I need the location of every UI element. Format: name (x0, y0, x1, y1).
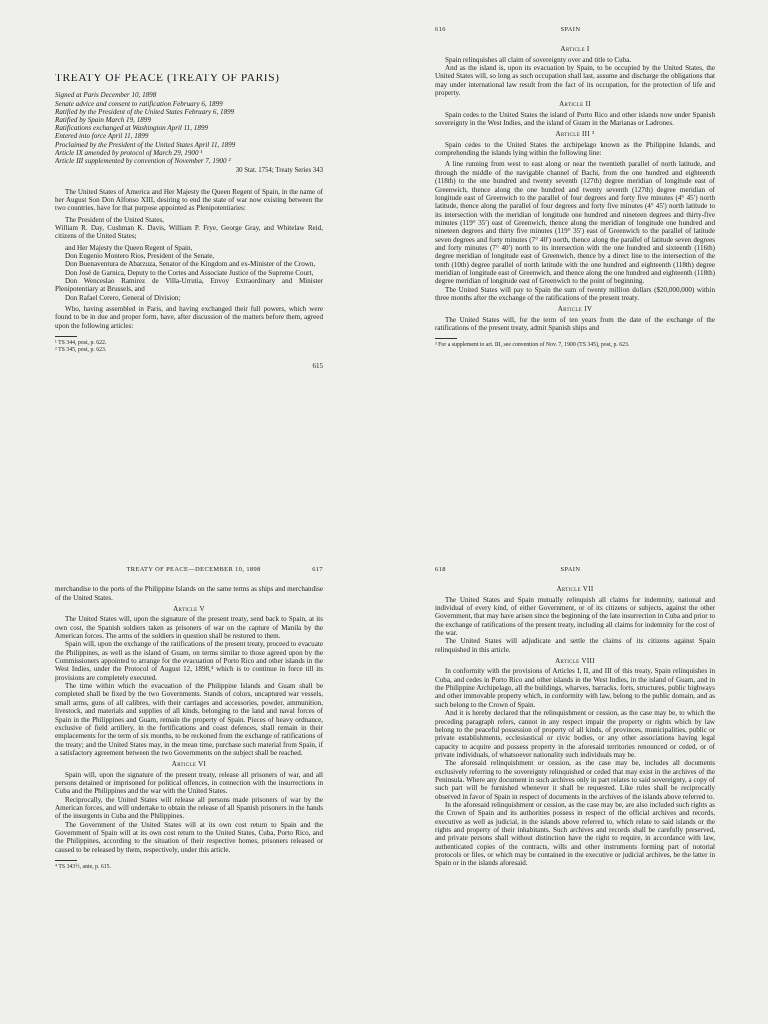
article-text: In the aforesaid relinquishment or cession, as the case may be, are also included such rights as the Crown of Spain and its authorities possess in respect of the official archives and records, executive as well as judicial, in the islands above referred to, which relate to said islands or the rights and property of their inhabitants. Such archives and records shall be carefully preserved, and private persons shall without distinction have the right to require, in accordance with law, authenticated copies of the contracts, wills and other instruments forming part of notorial protocols or files, or which may be contained in the executive or judicial archives, be the latter in Spain or in the islands aforesaid. (435, 800, 715, 868)
page-number: 615 (312, 362, 323, 371)
running-head: SPAIN (560, 26, 581, 33)
article-text: A line running from west to east along or near the twentieth parallel of north latitude, and through the middle of the navigable channel of Bachi, from the one hundred and eighteenth (118th) to the one hundred and twenty seventh (127th) degree meridian of longitude east of Greenwich, thence along the one hundred and twenty seventh (127th) degree meridian of longitude east of Greenwich to the parallel of four degrees and forty five minutes (4° 45′) north latitude, thence along the parallel of four degrees and forty five minutes (4° 45′) north latitude to its intersection with the meridian of longitude one hundred and nineteen degrees and thirty-five minutes (119° 35′) east of Greenwich, thence along the meridian of longitude one hundred and nineteen degrees and thirty five minutes (119° 35′) east of Greenwich to the parallel of latitude seven degrees and forty minutes (7° 40′) north, thence along the parallel of latitude seven degrees and forty minutes (7° 40′) north to its intersection with the one hundred and sixteenth (116th) degree meridian of longitude east of Greenwich, thence by a direct line to the intersection of the tenth (10th) degree parallel of north latitude with the one hundred and eighteenth (118th) degree meridian of longitude east of Greenwich, and thence along the one hundred and eighteenth (118th) degree meridian of longitude east of Greenwich to the point of beginning. (435, 160, 715, 286)
footnote: ² TS 345, post, p. 623. (55, 347, 107, 354)
us-plenipotentiaries: William R. Day, Cushman K. Davis, William P. Frye, George Gray, and Whitelaw Reid, citizens of the United States; (55, 223, 323, 241)
page-618 (435, 566, 715, 1016)
article-heading: Article I (560, 45, 590, 54)
footnote: ⁴ TS 343½, ante, p. 615. (55, 864, 112, 870)
page-number: 616 (435, 26, 446, 33)
article-text: The time within which the evacuation of the Philippine Islands and Guam shall be completed shall be fixed by the two Governments. Stands of colors, uncaptured war vessels, small arms, guns of all calibres, with their carriages and accessories, powder, ammunition, livestock, and materials and supplies of all kinds, belonging to the land and naval forces of Spain in the Philippines and Guam, remain the property of Spain. Pieces of heavy ordnance, exclusive of field artillery, in the fortifications and coast defences, shall remain in their emplacements for the term of six months, to be reckoned from the exchange of ratifications of the treaty; and the United States may, in the mean time, purchase such material from Spain, if a satisfactory agreement between the two Governments on the subject shall be reached. (55, 682, 323, 757)
history-line: Ratified by Spain March 19, 1899 (55, 115, 151, 124)
history-line: Senate advice and consent to ratification February 6, 1899 (55, 99, 223, 108)
running-header (55, 566, 323, 574)
article-text: Spain relinquishes all claim of sovereignty over and title to Cuba. (445, 55, 632, 64)
article-text: Spain cedes to the United States the island of Porto Rico and other islands now under Spanish sovereignty in the West Indies, and the island of Guam in the Marianas or Ladrones. (435, 110, 715, 128)
spain-plenipotentiary: Don Buenaventura de Abarzuza, Senator of the Kingdom and ex-Minister of the Crown, (65, 260, 316, 269)
running-head: SPAIN (560, 566, 581, 573)
page-616 (435, 26, 715, 456)
history-line: Article IX amended by protocol of March 29, 1900 ¹ (55, 148, 203, 157)
footnote-rule (435, 338, 457, 339)
history-line: Ratified by the President of the United States February 6, 1899 (55, 107, 235, 116)
running-head: TREATY OF PEACE—DECEMBER 10, 1898 (126, 566, 261, 573)
history-line: Signed at Paris December 10, 1898 (55, 91, 157, 100)
spain-plenipotentiary: Don Eugenio Montero Rios, President of the Senate, (65, 251, 215, 260)
article-text: The United States will, upon the signature of the present treaty, send back to Spain, at its own cost, the Spanish soldiers taken as prisoners of war on the capture of Manila by the American forces. The arms of the soldiers in question shall be restored to them. (55, 615, 323, 641)
footnote-rule (55, 336, 77, 337)
footnote-rule (55, 860, 77, 861)
page-title: TREATY OF PEACE (TREATY OF PARIS) (55, 74, 280, 84)
footnote: ³ For a supplement to art. III, see convention of Nov. 7, 1900 (TS 345), post, p. 623. (435, 342, 630, 349)
article-text: And it is hereby declared that the relinquishment or cession, as the case may be, to which the preceding paragraph refers, cannot in any respect impair the property or rights which by law belong to the peaceful possession of property of all kinds, of provinces, municipalities, public or private establishments, ecclesiastical or civic bodies, or any other associations having legal capacity to acquire and possess property in the aforesaid territories renounced or ceded, or of private individuals, of whatsoever nationality such individuals may be. (435, 709, 715, 759)
article-heading: Article VII (556, 585, 594, 594)
article-heading: Article VIII (555, 657, 595, 666)
page-number: 617 (312, 566, 323, 573)
article-text: In conformity with the provisions of Articles I, II, and III of this treaty, Spain relinquishes in Cuba, and cedes in Porto Rico and other islands in the West Indies, in the island of Guam, and in the Philippine Archipelago, all the buildings, wharves, barracks, forts, structures, public highways and other immovable property which, in conformity with law, belong to the public domain, and as such belong to the Crown of Spain. (435, 667, 715, 709)
article-text: The aforesaid relinquishment or cession, as the case may be, includes all documents exclusively referring to the sovereignty relinquished or ceded that may exist in the archives of the Peninsula. Where any document in such archives only in part relates to said sovereignty, a copy of such part will be furnished whenever it shall be requested. Like rules shall be reciprocally observed in favor of Spain in respect of documents in the archives of the islands above referred to. (435, 759, 715, 801)
article-text: merchandise to the ports of the Philippine Islands on the same terms as ships and merchandise of the United States. (55, 585, 323, 602)
article-heading: Article II (559, 100, 591, 109)
page-615 (55, 74, 323, 454)
article-heading: Article VI (171, 760, 207, 769)
closing-paragraph: Who, having assembled in Paris, and having exchanged their full powers, which were found to be in due and proper form, have, after discussion of the matters before them, agreed upon the following articles: (55, 304, 323, 330)
page-number: 618 (435, 566, 446, 573)
spain-plenipotentiary: Don Rafael Cerero, General of Division; (65, 293, 181, 302)
spain-plenipotentiary: Don José de Garnica, Deputy to the Cortes and Associate Justice of the Supreme Court, (65, 268, 314, 277)
article-heading: Article IV (557, 305, 593, 314)
article-text: The Government of the United States will at its own cost return to Spain and the Government of Spain will at its own cost return to the United States, Cuba, Porto Rico, and the Philippines, according to the situation of their respective homes, prisoners released or caused to be released by them, respectively, under this article. (55, 820, 323, 854)
preamble: The United States of America and Her Majesty the Queen Regent of Spain, in the name of her August Son Don Alfonso XIII, desiring to end the state of war now existing between the two countries, have for that purpose appointed as Plenipotentiaries: (55, 187, 323, 213)
spain-heading: and Her Majesty the Queen Regent of Spain, (65, 243, 193, 252)
article-text: And as the island is, upon its evacuation by Spain, to be occupied by the United States, the United States will, so long as such occupation shall last, assume and discharge the obligations that may under international law result from the fact of its occupation, for the protection of life and property. (435, 64, 715, 98)
running-header (435, 26, 715, 34)
history-line: Entered into force April 11, 1899 (55, 132, 149, 141)
article-heading: Article V (173, 605, 205, 614)
spain-plenipotentiary: Don Wenceslao Ramirez de Villa-Urrutia, Envoy Extraordinary and Minister Plenipotentiary at Brussels, and (55, 276, 323, 294)
article-text: Spain will, upon the exchange of the ratifications of the present treaty, proceed to evacuate the Philippines, as well as the island of Guam, on terms similar to those agreed upon by the Commissioners appointed to arrange for the evacuation of Porto Rico and other islands in the West Indies, under the Protocol of August 12, 1898,⁴ which is to continue in force till its provisions are completely executed. (55, 640, 323, 682)
treaty-history (55, 91, 323, 165)
article-heading: Article III ³ (555, 130, 595, 139)
running-header (435, 566, 715, 574)
article-text: Spain cedes to the United States the archipelago known as the Philippine Islands, and comprehending the islands lying within the following line: (435, 140, 715, 158)
history-line: Ratifications exchanged at Washington April 11, 1899 (55, 124, 208, 133)
article-text: The United States will, for the term of ten years from the date of the exchange of the ratifications of the present treaty, admit Spanish ships and (435, 315, 715, 332)
page-617 (55, 566, 323, 1016)
article-text: The United States will adjudicate and settle the claims of its citizens against Spain relinquished in this article. (435, 637, 715, 654)
history-line: Proclaimed by the President of the United States April 11, 1899 (55, 140, 236, 149)
us-heading: The President of the United States, (65, 215, 164, 224)
footnote: ¹ TS 344, post, p. 622. (55, 340, 107, 347)
history-line: Article III supplemented by convention of November 7, 1900 ² (55, 156, 231, 165)
statute-citation: 30 Stat. 1754; Treaty Series 343 (235, 167, 323, 175)
article-text: Reciprocally, the United States will release all persons made prisoners of war by the American forces, and will undertake to obtain the release of all Spanish prisoners in the hands of the insurgents in Cuba and the Philippines. (55, 795, 323, 821)
article-text: Spain will, upon the signature of the present treaty, release all prisoners of war, and all persons detained or imprisoned for political offences, in connection with the insurrections in Cuba and the Philippines and the war with the United States. (55, 770, 323, 796)
article-text: The United States and Spain mutually relinquish all claims for indemnity, national and individual of every kind, of either Government, or of its citizens or subjects, against the other Government, that may have arisen since the beginning of the late insurrection in Cuba and prior to the exchange of ratifications of the present treaty, including all claims for indemnity for the cost of the war. (435, 595, 715, 638)
article-text: The United States will pay to Spain the sum of twenty million dollars ($20,000,000) within three months after the exchange of the ratifications of the present treaty. (435, 285, 715, 302)
